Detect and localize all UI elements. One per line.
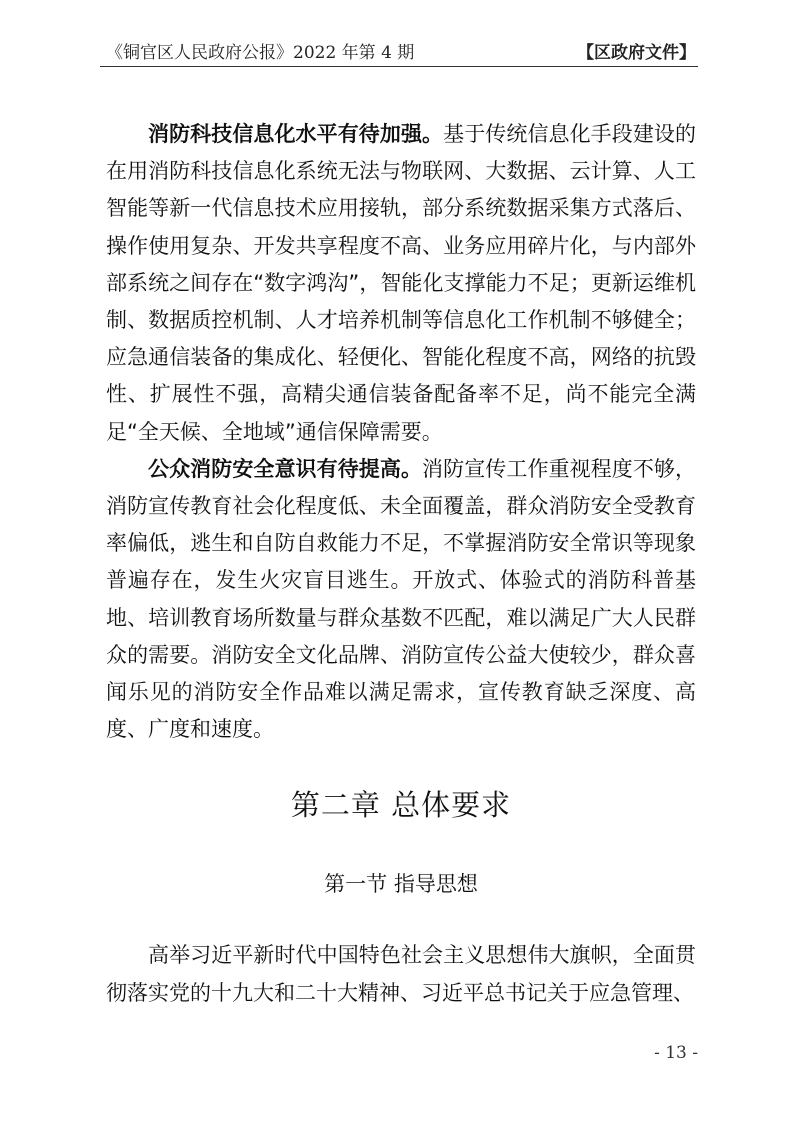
gazette-title: 《铜官区人民政府公报》2022 年第 4 期 <box>106 43 415 63</box>
paragraph-awareness <box>106 451 696 749</box>
page-header <box>106 38 696 64</box>
paragraph-text: 消防宣传工作重视程度不够，消防宣传教育社会化程度低、未全面覆盖，群众消防安全受教育率偏低，逃生和自防自救能力不足，不掌握消防安全常识等现象普遍存在，发生火灾盲目逃生。开放式、体验式的消防科普基地、培训教育场所数量与群众基数不匹配，难以满足广大人民群众的需要。消防安全文化品牌、消防宣传公益大使较少，群众喜闻乐见的消防安全作品难以满足需求，宣传教育缺乏深度、高度、广度和速度。 <box>106 456 697 742</box>
page-number: - 13 - <box>654 1043 698 1063</box>
paragraph-lead: 公众消防安全意识有待提高。 <box>148 456 423 481</box>
paragraph-lead: 消防科技信息化水平有待加强。 <box>148 122 444 146</box>
header-rule <box>100 66 698 67</box>
document-category: 【区政府文件】 <box>577 43 696 63</box>
paragraph-tech <box>106 116 696 451</box>
paragraph-guiding: 高举习近平新时代中国特色社会主义思想伟大旗帜，全面贯彻落实党的十九大和二十大精神、习近平总书记关于应急管理、 <box>106 943 696 1005</box>
chapter-title: 第二章 总体要求 <box>290 788 512 822</box>
main-body <box>106 116 696 748</box>
section-title: 第一节 指导思想 <box>324 872 478 896</box>
closing-body <box>106 937 696 1012</box>
paragraph-text: 基于传统信息化手段建设的在用消防科技信息化系统无法与物联网、大数据、云计算、人工智能等新一代信息技术应用接轨，部分系统数据采集方式落后、操作使用复杂、开发共享程度不高、业务应用碎片化，与内部外部系统之间存在“数字鸿沟”，智能化支撑能力不足；更新运维机制、数据质控机制、人才培养机制等信息化工作机制不够健全；应急通信装备的集成化、轻便化、智能化程度不高，网络的抗毁性、扩展性不强，高精尖通信装备配备率不足，尚不能完全满足“全天候、全地域”通信保障需要。 <box>106 122 697 444</box>
